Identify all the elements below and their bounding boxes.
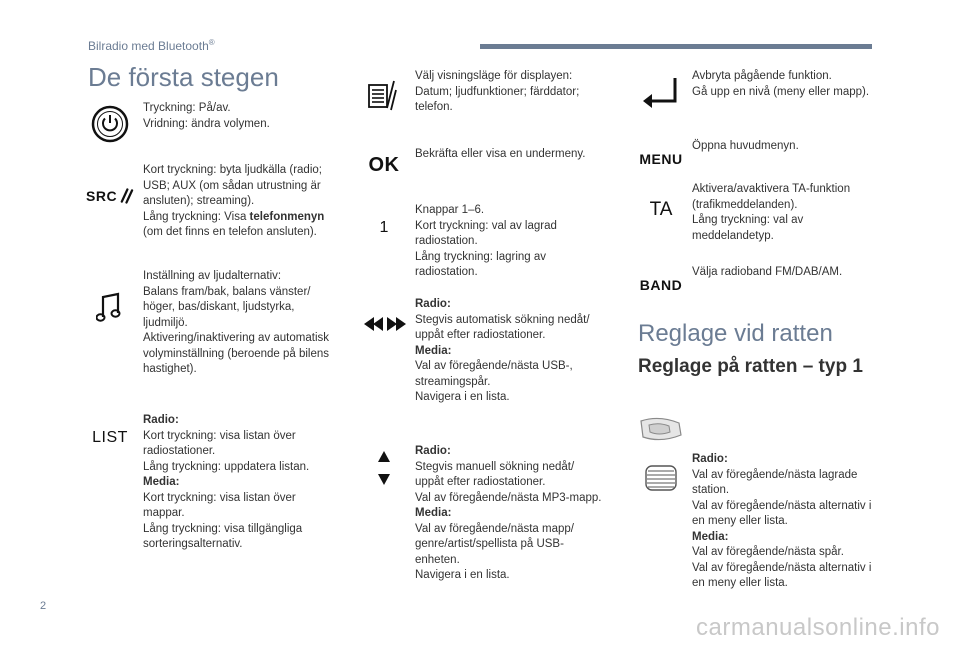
- menu-button-icon: MENU: [639, 151, 683, 167]
- scroll-wheel-icon: [644, 465, 678, 491]
- list-button-icon: LIST: [92, 429, 128, 446]
- updown-description: Radio: Stegvis manuell sökning nedåt/ uppåt efter radiostationer. Val av föregående/nästa MP3-mapp. Media: Val av föregående/nästa mapp/ genre/artist/spellista på USB- enheten. Navigera i en lista.: [415, 445, 602, 581]
- watermark: carmanualsonline.info: [696, 614, 940, 641]
- back-arrow-icon: [640, 74, 680, 112]
- ok-description: Bekräfta eller visa en undermeny.: [415, 148, 586, 160]
- section-subtitle-steering-type1: Reglage på ratten – typ 1: [638, 356, 863, 377]
- seek-description: Radio: Stegvis automatisk sökning nedåt/ uppåt efter radiostationer. Media: Val av föregående/nästa USB-, streamingspår. Navigera i en lista.: [415, 298, 590, 403]
- display-mode-description: Välj visningsläge för displayen: Datum; ljudfunktioner; färddator; telefon.: [415, 70, 580, 113]
- menu-description: Öppna huvudmenyn.: [692, 140, 799, 152]
- back-description: Avbryta pågående funktion. Gå upp en nivå (meny eller mapp).: [692, 70, 870, 98]
- wheel-description: Radio: Val av föregående/nästa lagrade station. Val av föregående/nästa alternativ i en meny eller lista. Media: Val av föregående/nästa spår. Val av föregående/nästa alternativ i en meny eller lista.: [692, 453, 872, 589]
- music-note-icon: [94, 290, 124, 324]
- display-mode-icon: [366, 78, 398, 112]
- ok-button-icon: OK: [368, 153, 400, 176]
- up-down-arrows-icon: [374, 450, 394, 486]
- list-description: Radio: Kort tryckning: visa listan över radiostationer. Lång tryckning: uppdatera listan. Media: Kort tryckning: visa listan över mappar. Lång tryckning: visa tillgängliga sorteringsalternativ.: [143, 414, 310, 550]
- src-phone-icon: SRC: [86, 184, 134, 208]
- preset-buttons-description: Knappar 1–6. Kort tryckning: val av lagrad radiostation. Lång tryckning: lagring av radiostation.: [415, 204, 557, 278]
- page-number: 2: [40, 600, 47, 612]
- header-divider: [480, 44, 872, 49]
- section-title-steering-controls: Reglage vid ratten: [638, 320, 833, 347]
- band-description: Välja radioband FM/DAB/AM.: [692, 266, 843, 278]
- audio-settings-description: Inställning av ljudalternativ: Balans fram/bak, balans vänster/ höger, bas/diskant, ljudstyrka, ljudmiljö. Aktivering/inaktivering av automatisk volyminställning (beroende på bilens hastighet).: [143, 270, 330, 375]
- power-icon: [90, 104, 130, 144]
- band-button-icon: BAND: [639, 277, 683, 293]
- seek-arrows-icon: [362, 314, 408, 334]
- src-description: Kort tryckning: byta ljudkälla (radio; USB; AUX (om sådan utrustning är ansluten); streaming). Lång tryckning: Visa telefonmenyn (om det finns en telefon ansluten).: [143, 164, 325, 238]
- ta-button-icon: TA: [649, 199, 673, 220]
- preset-buttons-icon: 1: [379, 219, 389, 236]
- power-description: Tryckning: På/av. Vridning: ändra volymen.: [143, 102, 270, 130]
- steering-control-unit-icon: [636, 414, 684, 444]
- header-label: Bilradio med Bluetooth®: [88, 38, 215, 53]
- section-title-first-steps: De första stegen: [88, 62, 279, 92]
- ta-description: Aktivera/avaktivera TA-funktion (trafikmeddelanden). Lång tryckning: val av meddelandetyp.: [692, 183, 851, 242]
